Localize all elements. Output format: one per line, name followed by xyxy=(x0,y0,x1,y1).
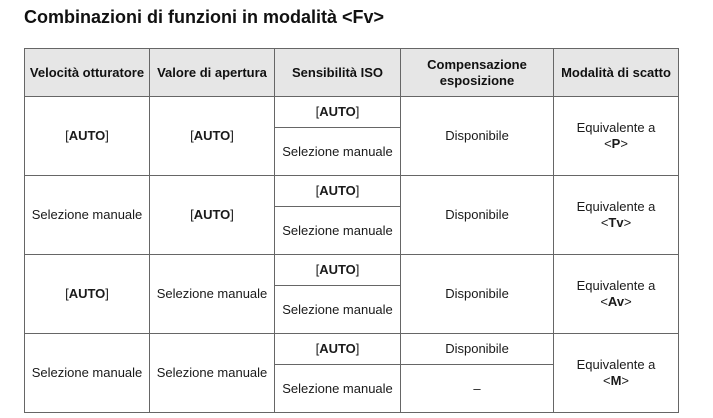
cell-exposure-comp-manual: – xyxy=(401,365,554,413)
table-row xyxy=(25,97,679,128)
cell-shutter-manual: Selezione manuale xyxy=(25,334,150,413)
header-iso-sensitivity: Sensibilità ISO xyxy=(275,49,401,97)
cell-shutter-auto: [AUTO] xyxy=(25,255,150,334)
cell-aperture-auto: [AUTO] xyxy=(150,97,275,176)
header-shutter-speed: Velocità otturatore xyxy=(25,49,150,97)
page-title: Combinazioni di funzioni in modalità <Fv> xyxy=(24,7,385,27)
header-shooting-mode: Modalità di scatto xyxy=(554,49,679,97)
header-exposure-compensation: Compensazione esposizione xyxy=(401,49,554,97)
cell-aperture-manual: Selezione manuale xyxy=(150,255,275,334)
cell-exposure-comp: Disponibile xyxy=(401,255,554,334)
cell-iso-manual: Selezione manuale xyxy=(275,286,401,334)
cell-exposure-comp: Disponibile xyxy=(401,176,554,255)
cell-iso-manual: Selezione manuale xyxy=(275,207,401,255)
cell-shooting-mode: Equivalente a <M> xyxy=(554,334,679,413)
cell-iso-auto: [AUTO] xyxy=(275,97,401,128)
table-row xyxy=(25,176,679,207)
cell-iso-manual: Selezione manuale xyxy=(275,128,401,176)
cell-shooting-mode: Equivalente a <P> xyxy=(554,97,679,176)
cell-exposure-comp: Disponibile xyxy=(401,97,554,176)
cell-iso-auto: [AUTO] xyxy=(275,255,401,286)
cell-iso-auto: [AUTO] xyxy=(275,176,401,207)
header-aperture-value: Valore di apertura xyxy=(150,49,275,97)
function-combinations-table xyxy=(24,48,679,413)
cell-shutter-manual: Selezione manuale xyxy=(25,176,150,255)
header-row xyxy=(25,49,679,97)
cell-exposure-comp-auto: Disponibile xyxy=(401,334,554,365)
table-row xyxy=(25,334,679,365)
cell-aperture-auto: [AUTO] xyxy=(150,176,275,255)
cell-shooting-mode: Equivalente a <Tv> xyxy=(554,176,679,255)
cell-shooting-mode: Equivalente a <Av> xyxy=(554,255,679,334)
cell-iso-manual: Selezione manuale xyxy=(275,365,401,413)
table-row xyxy=(25,255,679,286)
cell-aperture-manual: Selezione manuale xyxy=(150,334,275,413)
cell-iso-auto: [AUTO] xyxy=(275,334,401,365)
cell-shutter-auto: [AUTO] xyxy=(25,97,150,176)
